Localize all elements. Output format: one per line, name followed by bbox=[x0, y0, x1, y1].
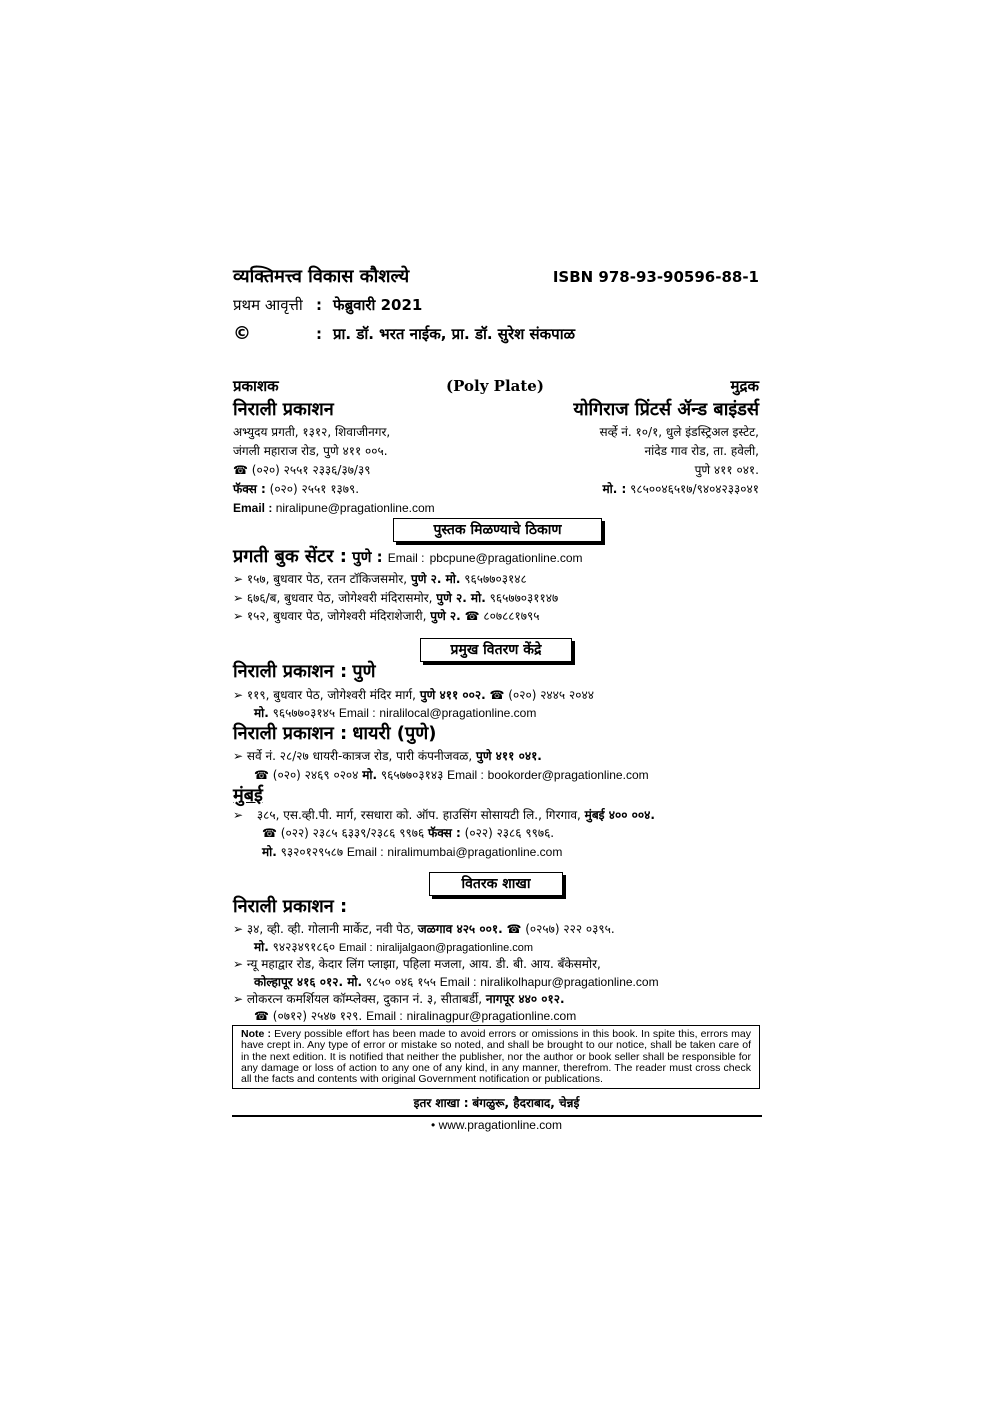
phone-icon: ☎ bbox=[489, 688, 505, 702]
pragati-item-address: ६७६/ब, बुधवार पेठ, जोगेश्वरी मंदिरासमोर, bbox=[246, 591, 433, 605]
phone-icon: ☎ bbox=[233, 463, 248, 477]
edition-colon: : bbox=[316, 296, 322, 314]
nirali-pune-contact-line bbox=[254, 707, 536, 721]
publisher-phone: (०२०) २५५१ २३३६/३७/३९ bbox=[251, 463, 371, 477]
branches-heading: निराली प्रकाशन : bbox=[233, 896, 348, 917]
printer-address-3: पुणे ४११ ०४१. bbox=[694, 463, 759, 477]
pragati-item-address: १५२, बुधवार पेठ, जोगेश्वरी मंदिराशेजारी, bbox=[246, 609, 427, 623]
plate-type: (Poly Plate) bbox=[446, 377, 544, 395]
mumbai-address-line bbox=[233, 809, 655, 823]
dot-icon: • bbox=[431, 1118, 436, 1132]
jalgaon-mobile: ९४२३४९१८६० bbox=[272, 940, 336, 954]
disclaimer-note bbox=[232, 1025, 760, 1089]
mumbai-address: ३८५, एस.व्ही.पी. मार्ग, रसधारा को. ऑप. हाउसिंग सोसायटी लि., गिरगाव, bbox=[256, 808, 581, 822]
nirali-dhayari-phone: (०२०) २४६९ ०२०४ bbox=[272, 768, 359, 782]
note-text: Every possible effort has been made to avoid errors or omissions in this book. In spite this, errors may have crept in. Any type of error or mistake so noted, and shall be brought to our notice, shall be taken care of in the next edition. It is notified that neither the publisher, nor the author or book seller shall be responsible for any damage or loss of action to any one of any kind, in any manner, therefrom. The reader must cross check all the facts and contents with original Government notification or publications. bbox=[241, 1028, 752, 1086]
phone-icon: ☎ bbox=[464, 609, 480, 623]
jalgaon-address-line bbox=[233, 923, 615, 937]
pragati-item-3 bbox=[233, 610, 540, 624]
mumbai-fax: (०२२) २३८६ ९९७६. bbox=[464, 826, 555, 840]
nagpur-contact-line bbox=[254, 1010, 576, 1024]
bullet-icon: ➢ bbox=[233, 922, 244, 936]
other-branches-label: इतर शाखा : bbox=[413, 1096, 469, 1110]
nirali-pune-pin: पुणे ४११ ००२. bbox=[419, 688, 486, 702]
bullet-icon: ➢ bbox=[233, 992, 244, 1006]
pragati-heading-line bbox=[233, 547, 583, 568]
email-label: Email : bbox=[338, 706, 376, 720]
bullet-icon: ➢ bbox=[233, 957, 244, 971]
nirali-pune-email[interactable]: niralilocal@pragationline.com bbox=[379, 706, 537, 720]
printer-label: मुद्रक bbox=[730, 377, 759, 395]
nirali-dhayari-address-line bbox=[233, 750, 542, 764]
copyright-authors: प्रा. डॉ. भरत नाईक, प्रा. डॉ. सुरेश संकपाळ bbox=[333, 325, 575, 343]
phone-icon: ☎ bbox=[262, 826, 277, 840]
printer-address-1: सर्व्हे नं. १०/१, धुले इंडस्ट्रिअल इस्टेट, bbox=[599, 425, 759, 439]
mumbai-contact-line bbox=[262, 846, 562, 860]
printer-mobile-line bbox=[480, 483, 759, 497]
nagpur-email[interactable]: niralinagpur@pragationline.com bbox=[406, 1009, 577, 1023]
kolhapur-contact-line bbox=[254, 976, 659, 990]
bullet-icon: ➢ bbox=[233, 749, 244, 763]
fax-label: फॅक्स : bbox=[428, 826, 461, 840]
jalgaon-pin: जळगाव ४२५ ००१. bbox=[417, 922, 503, 936]
publisher-fax: (०२०) २५५१ १३७९. bbox=[269, 482, 360, 496]
website-link[interactable]: www.pragationline.com bbox=[438, 1118, 562, 1132]
publisher-name: निराली प्रकाशन bbox=[233, 399, 334, 420]
pragati-item-city: पुणे २. मो. bbox=[436, 591, 486, 605]
printer-address-2: नांदेड गाव रोड, ता. हवेली, bbox=[644, 444, 759, 458]
edition-label: प्रथम आवृत्ती bbox=[233, 296, 303, 314]
publisher-email[interactable]: niralipune@pragationline.com bbox=[275, 501, 435, 515]
pragati-item-2 bbox=[233, 592, 558, 606]
mobile-label: मो. : bbox=[602, 482, 627, 496]
nirali-dhayari-heading-line bbox=[233, 724, 436, 745]
nagpur-address-line bbox=[233, 993, 565, 1007]
nirali-dhayari-address: सर्वे नं. २८/२७ धायरी-कात्रज रोड, पारी कंपनीजवळ, bbox=[246, 749, 473, 763]
jalgaon-contact-line bbox=[254, 941, 533, 955]
printer-mobile: ९८५००४६५१७/९४०४२३३०४१ bbox=[630, 482, 759, 496]
bullet-icon: ➢ bbox=[233, 688, 244, 702]
mobile-label: मो. bbox=[254, 706, 269, 720]
mumbai-phone-line bbox=[262, 827, 554, 841]
nirali-pune-city: पुणे bbox=[352, 661, 376, 682]
mumbai-pin: मुंबई ४०० ००४. bbox=[584, 808, 655, 822]
fax-label: फॅक्स : bbox=[233, 482, 266, 496]
pragati-item-address: १५७, बुधवार पेठ, रतन टॉकिजसमोर, bbox=[246, 572, 408, 586]
section-distribution-heading: प्रमुख वितरण केंद्रे bbox=[420, 638, 572, 662]
kolhapur-address: न्यू महाद्वार रोड, केदार लिंग प्लाझा, पहिला मजला, आय. डी. बी. आय. बँकेसमोर, bbox=[246, 957, 601, 971]
pragati-email[interactable]: pbcpune@pragationline.com bbox=[429, 551, 583, 565]
publisher-address-2: जंगली महाराज रोड, पुणे ४११ ००५. bbox=[233, 444, 388, 458]
bullet-icon: ➢ bbox=[233, 572, 244, 586]
phone-icon: ☎ bbox=[506, 922, 522, 936]
bullet-icon: ➢ bbox=[233, 609, 244, 623]
publisher-phone-line bbox=[233, 464, 370, 478]
publisher-address-1: अभ्युदय प्रगती, १३१२, शिवाजीनगर, bbox=[233, 425, 391, 439]
jalgaon-address: ३४, व्ही. व्ही. गोलानी मार्केट, नवी पेठ, bbox=[246, 922, 414, 936]
nirali-dhayari-email[interactable]: bookorder@pragationline.com bbox=[487, 768, 649, 782]
pragati-item-city: पुणे २. bbox=[430, 609, 461, 623]
bullet-icon: ➢ bbox=[233, 591, 244, 605]
bullet-icon: ➢ bbox=[233, 808, 244, 822]
nirali-pune-phone: (०२०) २४४५ २०४४ bbox=[508, 688, 594, 702]
jalgaon-email[interactable]: niralijalgaon@pragationline.com bbox=[376, 942, 534, 954]
nirali-pune-address-line bbox=[233, 689, 594, 703]
nirali-pune-address: ११९, बुधवार पेठ, जोगेश्वरी मंदिर मार्ग, bbox=[246, 688, 416, 702]
nirali-pune-mobile: ९६५७७०३१४५ bbox=[272, 706, 336, 720]
pragati-item-phone: ९६५७७०३१४८ bbox=[464, 572, 527, 586]
nirali-dhayari-city: धायरी (पुणे) bbox=[352, 723, 437, 744]
nirali-dhayari-contact-line bbox=[254, 769, 649, 783]
copyright-symbol: © bbox=[233, 323, 251, 344]
nagpur-phone: (०७१२) २५४७ १२९. bbox=[272, 1009, 363, 1023]
nirali-dhayari-heading: निराली प्रकाशन : bbox=[233, 723, 348, 744]
other-branches-line bbox=[233, 1097, 760, 1111]
mumbai-phone: (०२२) २३८५ ६३३९/२३८६ ९९७६ bbox=[280, 826, 425, 840]
pragati-email-label: Email : bbox=[387, 551, 425, 565]
publisher-label: प्रकाशक bbox=[233, 377, 279, 395]
email-label: Email : bbox=[439, 975, 477, 989]
edition-value: फेब्रुवारी 2021 bbox=[333, 296, 423, 314]
kolhapur-mobile: ९८५० ०४६ १५५ bbox=[365, 975, 436, 989]
pragati-item-city: पुणे २. मो. bbox=[410, 572, 461, 586]
nirali-dhayari-mobile: ९६५७७०३१४३ bbox=[380, 768, 444, 782]
pragati-item-phone: ९६५७७०३११४७ bbox=[489, 591, 559, 605]
nirali-dhayari-pin: पुणे ४११ ०४१. bbox=[476, 749, 542, 763]
pragati-city: पुणे : bbox=[352, 548, 383, 566]
section-branches-heading: वितरक शाखा bbox=[429, 872, 563, 896]
mobile-label: मो. bbox=[254, 940, 269, 954]
pragati-item-phone: ८०७८८१७९५ bbox=[483, 609, 540, 623]
kolhapur-address-line bbox=[233, 958, 601, 972]
nirali-pune-heading-line bbox=[233, 662, 376, 683]
publisher-email-line bbox=[233, 502, 435, 516]
mumbai-heading: मुंबई bbox=[233, 785, 263, 806]
mumbai-mobile: ९३२०१२९५८७ bbox=[280, 845, 344, 859]
mobile-label: मो. bbox=[362, 768, 378, 782]
email-label: Email : bbox=[447, 768, 484, 782]
note-label: Note : bbox=[241, 1028, 271, 1040]
copyright-colon: : bbox=[316, 325, 322, 343]
kolhapur-pin: कोल्हापूर ४१६ ०१२. मो. bbox=[254, 975, 363, 989]
phone-icon: ☎ bbox=[254, 768, 269, 782]
other-branches-value: बंगळुरू, हैदराबाद, चेन्नई bbox=[472, 1096, 580, 1110]
section-books-heading: पुस्तक मिळण्याचे ठिकाण bbox=[393, 518, 602, 542]
nirali-pune-heading: निराली प्रकाशन : bbox=[233, 661, 348, 682]
phone-icon: ☎ bbox=[254, 1009, 269, 1023]
email-label: Email : bbox=[366, 1009, 403, 1023]
email-label: Email : bbox=[338, 942, 373, 954]
email-label: Email : bbox=[346, 845, 384, 859]
mumbai-email[interactable]: niralimumbai@pragationline.com bbox=[387, 845, 563, 859]
email-label: Email : bbox=[233, 501, 273, 515]
jalgaon-phone: (०२५७) २२२ ०३९५. bbox=[525, 922, 615, 936]
printer-name: योगिराज प्रिंटर्स ॲन्ड बाइंडर्स bbox=[573, 399, 759, 420]
book-title: व्यक्तिमत्त्व विकास कौशल्ये bbox=[233, 266, 410, 287]
website-line bbox=[233, 1119, 760, 1133]
kolhapur-email[interactable]: niralikolhapur@pragationline.com bbox=[480, 975, 659, 989]
nagpur-pin: नागपूर ४४० ०१२. bbox=[485, 992, 565, 1006]
nagpur-address: लोकरत्न कमर्शियल कॉम्प्लेक्स, दुकान नं. ३, सीताबर्डी, bbox=[246, 992, 483, 1006]
publisher-fax-line bbox=[233, 483, 359, 497]
footer-divider bbox=[232, 1115, 762, 1117]
isbn: ISBN 978-93-90596-88-1 bbox=[552, 268, 759, 286]
pragati-item-1 bbox=[233, 573, 527, 587]
pragati-heading: प्रगती बुक सेंटर : bbox=[233, 546, 347, 567]
mobile-label: मो. bbox=[262, 845, 277, 859]
